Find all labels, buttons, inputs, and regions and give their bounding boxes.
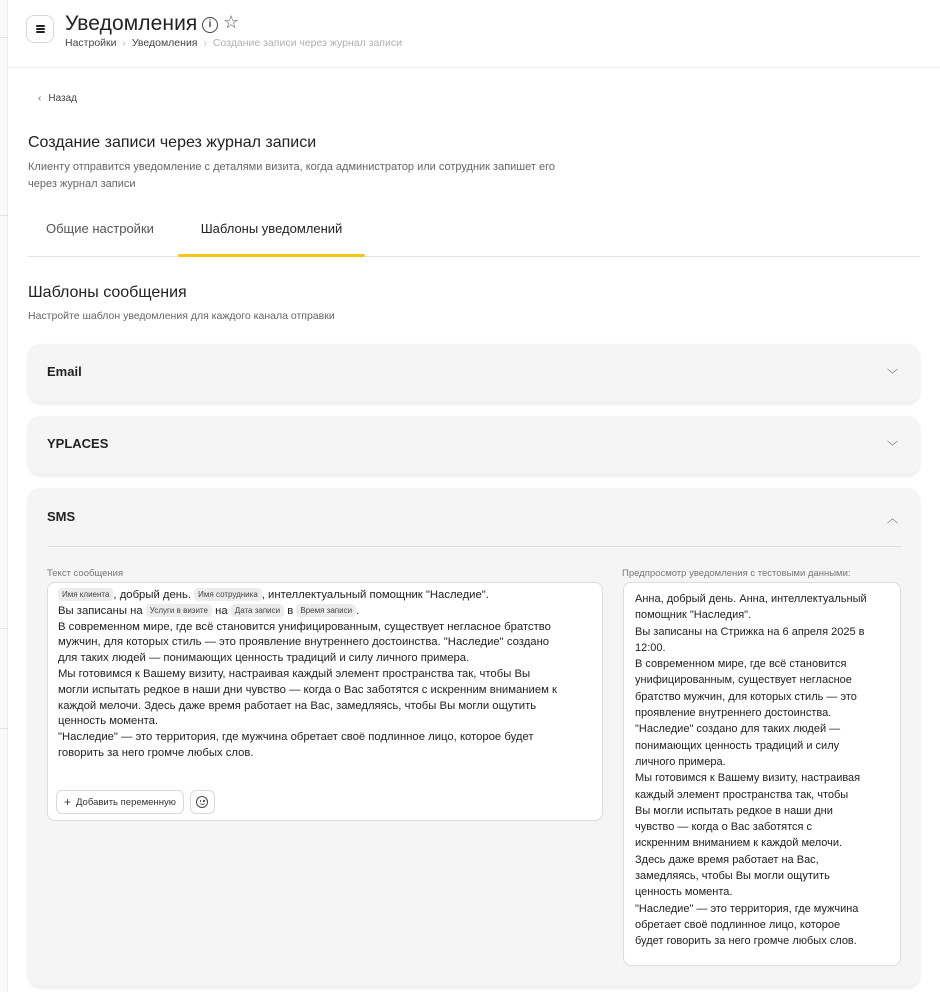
divider (47, 546, 901, 547)
variable-chip-services[interactable]: Услуги в визите (146, 604, 212, 617)
active-tab-indicator (178, 254, 365, 257)
description-line: через журнал записи (28, 178, 136, 190)
preview-line: проявление внутреннего достоинства. (635, 707, 832, 720)
notification-preview (623, 582, 901, 966)
message-fragment: Вы записаны на (58, 604, 146, 617)
breadcrumb-item-settings[interactable]: Настройки (65, 37, 117, 49)
preview-line: Анна, добрый день. Анна, интеллектуальный (635, 593, 867, 605)
channel-card-yplaces[interactable] (28, 416, 920, 474)
message-fragment: на (211, 604, 231, 617)
variable-chip-time[interactable]: Время записи (296, 604, 356, 617)
preview-label: Предпросмотр уведомления с тестовыми данными: (622, 568, 851, 579)
chevron-left-icon: ‹ (38, 93, 42, 104)
back-label: Назад (48, 93, 77, 104)
message-line (58, 588, 596, 604)
sidebar-divider (0, 628, 8, 629)
section-title: Создание записи через журнал записи (28, 134, 317, 151)
page-title: Уведомления (65, 12, 198, 35)
preview-line: унифицированным, существует негласное (635, 674, 852, 687)
sidebar-divider (0, 37, 8, 38)
preview-line: понимающих ценность традиций и силу (635, 739, 840, 752)
channel-title: YPLACES (47, 436, 109, 451)
preview-line: Вы могли испытать редкое в наши дни (635, 804, 833, 817)
plus-icon: + (64, 795, 72, 809)
message-line: Мы готовимся к Вашему визиту, настраивая каждый элемент пространства так, чтобы Вы (58, 667, 531, 680)
breadcrumb (65, 37, 402, 49)
top-header (8, 0, 940, 68)
chevron-down-icon[interactable]: ﹀ (887, 369, 898, 381)
left-sidebar-strip (0, 0, 8, 992)
back-link[interactable] (38, 93, 77, 104)
variable-chip-employee-name[interactable]: Имя сотрудника (194, 588, 262, 601)
sidebar-divider (0, 728, 8, 729)
message-line: каждой мелочи. Здесь даже время работает на Вас, замедляясь, чтобы Вы могли ощутить (58, 699, 537, 712)
variable-chip-date[interactable]: Дата записи (231, 604, 284, 617)
message-line: могли испытать редкое в наши дни чувство — когда о Вас заботятся с искренним вниманием к (58, 683, 557, 696)
tabs (28, 211, 920, 257)
preview-line: будет говорить за него громче любых слов. (635, 935, 857, 948)
smile-icon (196, 796, 208, 808)
message-line: ценность момента. (58, 715, 159, 728)
message-line: говорить за него громче любых слов. (58, 746, 254, 759)
message-line: для таких людей — понимающих ценность традиций и силу личного примера. (58, 652, 470, 665)
section-description (28, 159, 628, 193)
variable-chip-client-name[interactable]: Имя клиента (58, 588, 113, 601)
message-editor[interactable] (47, 582, 603, 821)
preview-line: "Наследие" создано для таких людей — (635, 723, 841, 736)
preview-line: "Наследие" — это территория, где мужчина (635, 902, 859, 915)
chevron-right-icon: › (203, 37, 207, 49)
emoji-button[interactable] (190, 790, 215, 814)
message-line: мужчин, для которых стиль — это проявление внутреннего достоинства. "Наследие" создано (58, 636, 550, 649)
menu-toggle-button[interactable] (26, 15, 54, 43)
channel-title[interactable]: SMS (47, 509, 76, 524)
chevron-right-icon: › (122, 37, 126, 49)
channel-card-sms (28, 488, 920, 986)
preview-line: ценность момента. (635, 886, 733, 899)
preview-line: личного примера. (635, 755, 726, 768)
hamburger-icon (36, 25, 45, 33)
star-icon[interactable]: ☆ (223, 12, 240, 32)
message-line: "Наследие" — это территория, где мужчина обретает своё подлинное лицо, которое будет (58, 731, 534, 744)
templates-description: Настройте шаблон уведомления для каждого канала отправки (28, 310, 335, 322)
message-fragment: , интеллектуальный помощник "Наследие". (261, 589, 489, 601)
preview-line: В современном мире, где всё становится (635, 658, 847, 671)
preview-line: Здесь даже время работает на Вас, (635, 853, 819, 866)
preview-line: братство мужчин, для которых стиль — это (635, 690, 857, 703)
preview-line: искренним вниманием к каждой мелочи. (635, 837, 843, 850)
add-variable-label: Добавить переменную (76, 796, 176, 808)
channel-card-email[interactable] (28, 344, 920, 402)
preview-line: обретает своё подлинное лицо, которое (635, 918, 841, 931)
info-icon[interactable]: i (202, 17, 218, 33)
message-text[interactable] (58, 588, 596, 762)
breadcrumb-item-notifications[interactable]: Уведомления (131, 37, 198, 49)
chevron-up-icon[interactable]: ︿ (887, 513, 898, 525)
tab-label: Шаблоны уведомлений (200, 221, 343, 236)
add-variable-button[interactable] (56, 790, 184, 814)
preview-line: Мы готовимся к Вашему визиту, настраивая (635, 772, 861, 785)
message-text-label: Текст сообщения (47, 568, 124, 579)
preview-line: 12:00. (635, 641, 666, 654)
chevron-down-icon[interactable]: ﹀ (887, 441, 898, 453)
message-fragment: в (284, 604, 297, 617)
message-line: В современном мире, где всё становится унифицированным, существует негласное братство (58, 620, 551, 633)
sidebar-divider (0, 215, 8, 216)
tab-notification-templates[interactable] (178, 211, 365, 256)
message-line (58, 604, 596, 620)
channel-title: Email (47, 364, 82, 379)
editor-toolbar (56, 790, 215, 814)
breadcrumb-item-current: Создание записи через журнал записи (212, 37, 402, 49)
preview-line: Вы записаны на Стрижка на 6 апреля 2025 в (635, 625, 865, 638)
preview-line: чувство — когда о Вас заботятся с (635, 821, 813, 834)
preview-line: замедляясь, чтобы Вы могли ощутить (635, 870, 830, 883)
preview-text (635, 591, 895, 950)
preview-line: помощник "Наследия". (635, 609, 752, 622)
templates-title: Шаблоны сообщения (28, 284, 187, 301)
message-fragment: . (356, 604, 360, 617)
tab-general-settings[interactable]: Общие настройки (46, 221, 154, 236)
description-line: Клиенту отправится уведомление с деталями визита, когда администратор или сотрудник запишет его (28, 161, 555, 173)
preview-line: каждый элемент пространства так, чтобы (635, 788, 849, 801)
message-fragment: , добрый день. (113, 589, 195, 601)
